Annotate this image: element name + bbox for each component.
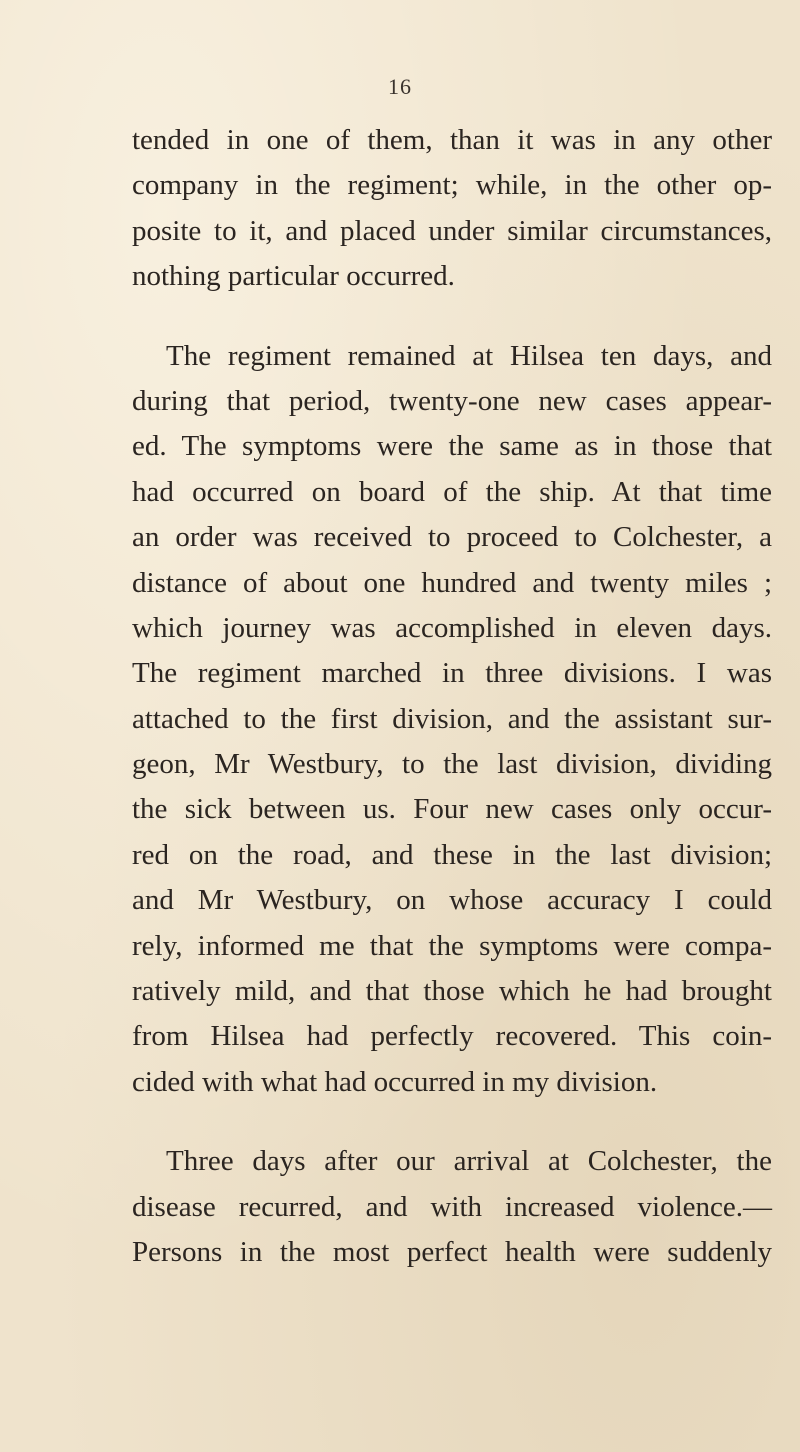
text-line: and Mr Westbury, on whose accuracy I could (132, 884, 772, 917)
text-line: nothing particular occurred. (132, 260, 455, 293)
text-line: Three days after our arrival at Colchester, the (166, 1145, 772, 1178)
paragraph-gap (132, 1105, 772, 1139)
text-line: The regiment remained at Hilsea ten days, and (166, 339, 772, 372)
text-line: during that period, twenty-one new cases appear- (132, 384, 772, 417)
paragraph-1 (132, 118, 772, 300)
text-line: had occurred on board of the ship. At that time (132, 475, 772, 508)
text-line: disease recurred, and with increased violence.— (132, 1190, 772, 1223)
text-line: ed. The symptoms were the same as in those that (132, 430, 772, 463)
text-line: Persons in the most perfect health were suddenly (132, 1235, 772, 1268)
text-line: The regiment marched in three divisions. I was (132, 657, 772, 690)
text-line: the sick between us. Four new cases only occur- (132, 793, 772, 826)
text-line: ratively mild, and that those which he had brought (132, 975, 772, 1008)
text-line: red on the road, and these in the last division; (132, 838, 772, 871)
text-line: an order was received to proceed to Colchester, a (132, 521, 772, 554)
text-line: posite to it, and placed under similar circumstances, (132, 214, 772, 247)
text-line: rely, informed me that the symptoms were compa- (132, 929, 772, 962)
text-line: distance of about one hundred and twenty miles ; (132, 566, 772, 599)
text-line: from Hilsea had perfectly recovered. This coin- (132, 1020, 772, 1053)
body-text (132, 118, 772, 1275)
paragraph-2 (132, 334, 772, 1106)
text-line: which journey was accomplished in eleven days. (132, 611, 772, 644)
text-line: cided with what had occurred in my division. (132, 1065, 658, 1098)
paragraph-3 (132, 1139, 772, 1275)
text-line: attached to the first division, and the assistant sur- (132, 702, 772, 735)
text-line: geon, Mr Westbury, to the last division, dividing (132, 748, 772, 781)
paragraph-gap (132, 300, 772, 334)
page-number: 16 (388, 74, 412, 99)
text-line: tended in one of them, than it was in any other (132, 124, 772, 156)
text-line: company in the regiment; while, in the other op- (132, 169, 772, 202)
